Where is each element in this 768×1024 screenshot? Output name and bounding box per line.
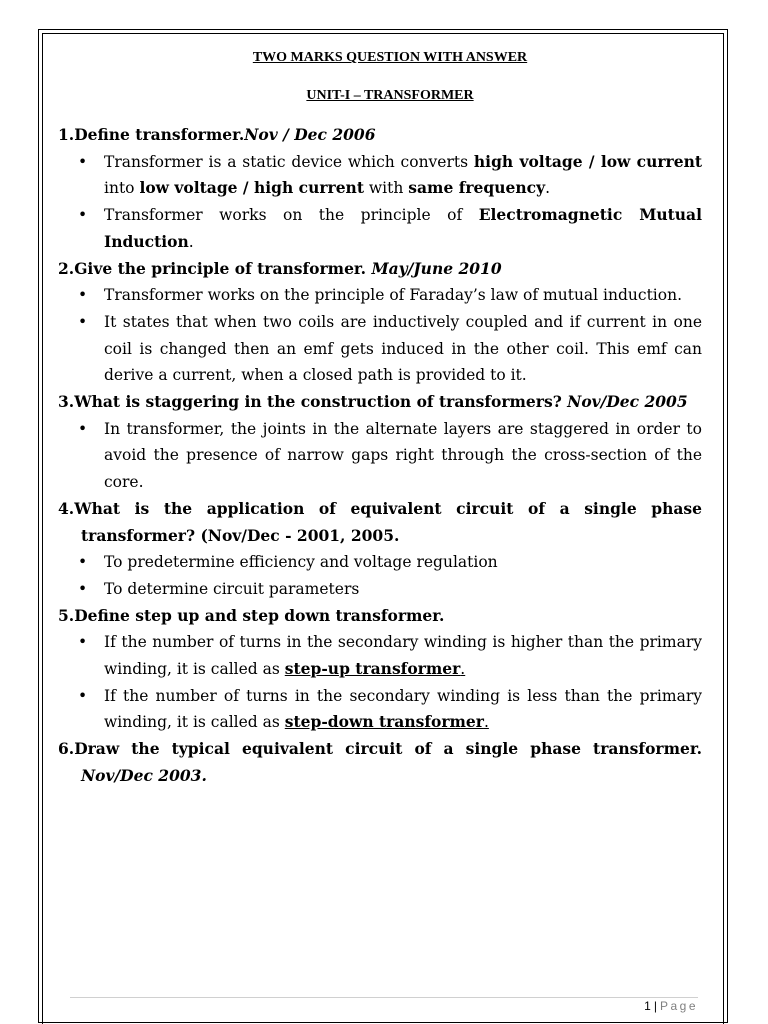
question-text: Give the principle of transformer.: [74, 258, 372, 278]
term-step-down: step-down transformer: [284, 712, 484, 732]
answer-item: • In transformer, the joints in the alternate layers are staggered in order to avoid the presence of narrow gaps right through the cross-section of the core.: [58, 416, 702, 496]
answer-list-5: [58, 629, 702, 736]
question-number: 1.: [58, 125, 75, 144]
footer-separator: |: [653, 999, 657, 1013]
question-text: Define transformer.: [74, 125, 245, 144]
bullet-icon: •: [78, 553, 88, 572]
bullet-icon: •: [78, 286, 88, 305]
question-date: Nov/Dec 2005: [567, 392, 688, 412]
answer-item: • If the number of turns in the secondary winding is higher than the primary winding, it is called as step-up transformer.: [58, 629, 702, 682]
answer-item: • Transformer is a static device which converts high voltage / low current into low voltage / high current with same frequency.: [58, 149, 702, 202]
question-6: [58, 736, 702, 789]
bullet-icon: •: [78, 312, 88, 331]
question-3: [58, 389, 702, 416]
bullet-icon: •: [78, 152, 88, 171]
bullet-icon: •: [78, 206, 88, 225]
bullet-icon: •: [78, 419, 88, 438]
question-date: Nov / Dec 2006: [244, 125, 376, 144]
question-number: 3.: [58, 392, 75, 412]
question-2: [58, 256, 702, 283]
question-text: Draw the typical equivalent circuit of a single phase transformer.: [74, 739, 702, 759]
answer-item: • Transformer works on the principle of Electromagnetic Mutual Induction.: [58, 202, 702, 255]
document-body: [58, 46, 702, 790]
question-4: [58, 496, 702, 549]
answer-item: • If the number of turns in the secondary winding is less than the primary winding, it is called as step-down transformer.: [58, 683, 702, 736]
answer-item: • Transformer works on the principle of Faraday’s law of mutual induction.: [58, 282, 702, 309]
question-text: Define step up and step down transformer.: [74, 605, 445, 625]
page-number: 1: [644, 999, 651, 1013]
question-number: 6.: [58, 739, 75, 759]
question-text: What is the application of equivalent circuit of a single phase transformer? (Nov/Dec - 2001, 2005.: [74, 498, 702, 545]
question-date: Nov/Dec 2003.: [81, 765, 207, 785]
question-1: [58, 122, 702, 149]
answer-item: • To predetermine efficiency and voltage regulation: [58, 549, 702, 576]
bullet-icon: •: [78, 633, 88, 652]
page-label: Page: [659, 999, 698, 1013]
answer-item: • It states that when two coils are inductively coupled and if current in one coil is changed then an emf gets induced in the other coil. This emf can derive a current, when a closed path is provided to it.: [58, 309, 702, 389]
answer-list-4: [58, 549, 702, 602]
question-date: May/June 2010: [371, 258, 502, 278]
answer-list-1: [58, 149, 702, 256]
unit-title: UNIT-I – TRANSFORMER: [306, 88, 474, 103]
answer-list-3: [58, 416, 702, 496]
question-text: What is staggering in the construction of transformers?: [74, 392, 568, 412]
term-step-up: step-up transformer: [284, 659, 461, 679]
bullet-icon: •: [78, 686, 88, 705]
question-number: 2.: [58, 258, 75, 278]
question-5: [58, 603, 702, 630]
page-footer: [644, 999, 698, 1013]
question-number: 4.: [58, 498, 75, 518]
question-number: 5.: [58, 605, 75, 625]
document-title: TWO MARKS QUESTION WITH ANSWER: [252, 50, 528, 65]
answer-list-2: [58, 282, 702, 389]
answer-item: • To determine circuit parameters: [58, 576, 702, 603]
footer-divider: [70, 997, 698, 998]
bullet-icon: •: [78, 579, 88, 598]
